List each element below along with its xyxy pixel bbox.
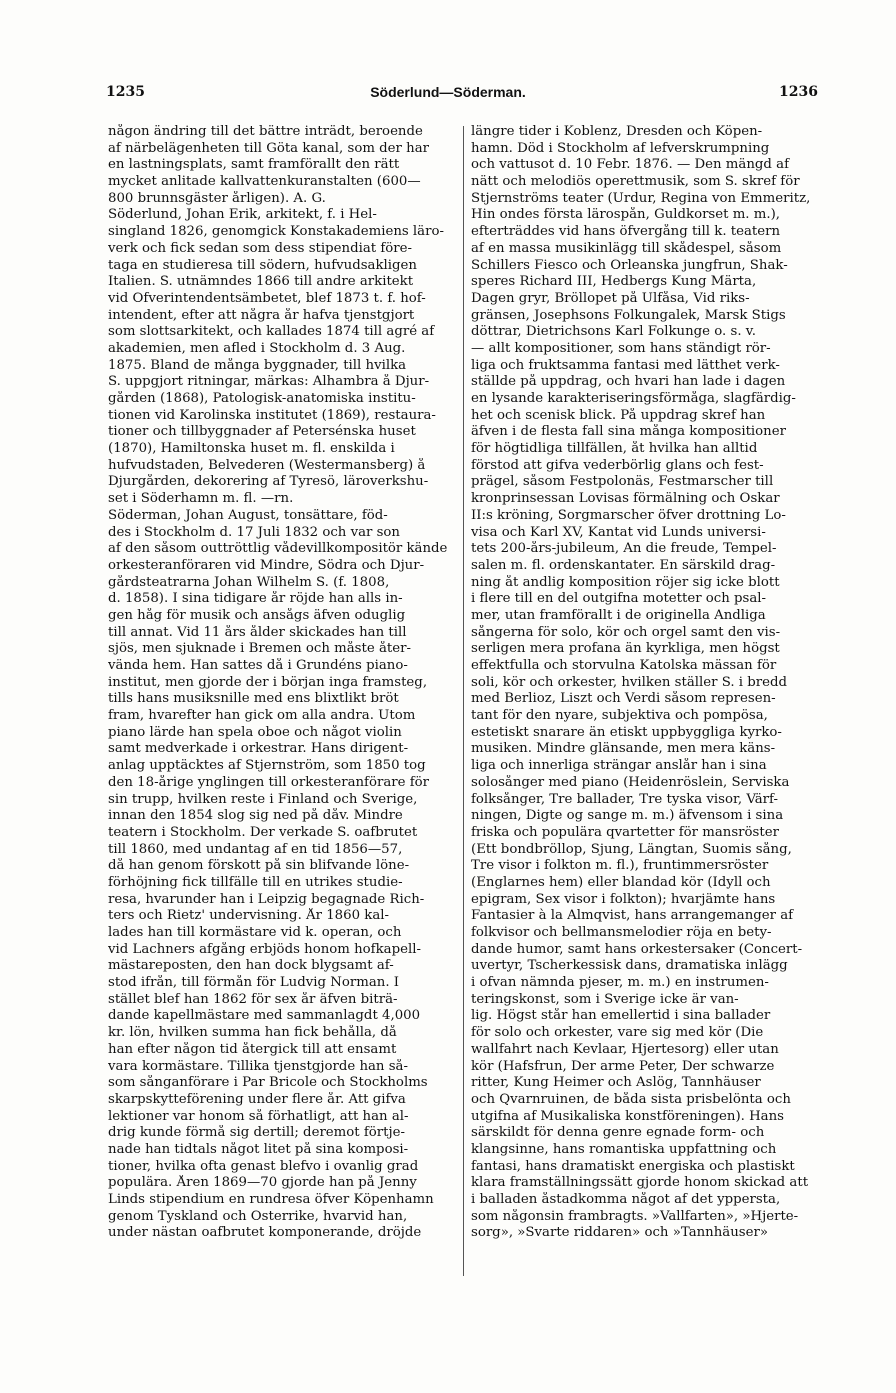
text-line: taga en studieresa till södern, hufvudsakligen [108,257,417,273]
text-line: soli, kör och orkester, hvilken ställer S. i bredd [471,674,788,690]
text-line: han efter någon tid återgick till att ensamt [108,1041,397,1057]
text-line: Dagen gryr, Bröllopet på Ulfåsa, Vid riks- [471,290,750,306]
text-line: döttrar, Dietrichsons Karl Folkunge o. s. v. [471,324,756,340]
text-line: sin trupp, hvilken reste i Finland och Sverige, [108,791,418,807]
text-line: effektfulla och storvulna Katolska mässan för [471,658,777,673]
text-line: ters och Rietz' undervisning. År 1860 kal- [108,908,390,924]
text-line: Djurgården, dekorering af Tyresö, läroverkshu- [108,474,429,490]
text-line: Tre visor i folkton m. fl.), fruntimmersröster [471,858,769,874]
text-line: folkvisor och bellmansmelodier röja en bety- [471,925,772,940]
text-line: lektioner var honom så förhatligt, att han al- [108,1108,409,1124]
text-line: i balladen åstadkomma något af det yppersta, [471,1192,781,1207]
text-line: efterträddes vid hans öfvergång till k. teatern [471,224,781,240]
text-line: för solo och orkester, vare sig med kör (Die [471,1025,764,1041]
text-line: (Ett bondbröllop, Sjung, Längtan, Suomis sång, [471,841,792,857]
text-line: af en massa musikinlägg till skådespel, såsom [471,240,782,256]
text-line: kr. lön, hvilken summa han fick behålla, då [108,1025,397,1041]
right-column [471,124,816,1242]
text-line: Fantasier à la Almqvist, hans arrangemanger af [471,908,794,924]
text-line: Schillers Fiesco och Orleanska jungfrun, Shak- [471,257,788,273]
text-line: mycket anlitade kallvattenkuranstalten (600— [108,174,421,190]
text-line: (1870), Hamiltonska huset m. fl. enskilda i [108,441,395,457]
text-line: uvertyr, Tscherkessisk dans, dramatiska inlägg [471,958,788,974]
text-line: under nästan oafbrutet komponerande, dröjde [108,1225,422,1241]
text-line: piano lärde han spela oboe och något violin [108,724,402,740]
text-line: S. uppgjort ritningar, märkas: Alhambra å Djur- [108,374,430,390]
column-divider [463,126,464,1276]
text-line: kör (Hafsfrun, Der arme Peter, Der schwarze [471,1058,775,1074]
text-line: d. 1858). I sina tidigare år röjde han alls in- [108,591,403,607]
text-line: en lastningsplats, samt framförallt den rätt [108,157,400,173]
text-line: (Englarnes hem) eller blandad kör (Idyll och [471,874,771,890]
running-head: Söderlund—Söderman. [370,84,526,100]
text-line: utgifna af Musikaliska konstföreningen). Hans [471,1108,784,1124]
text-line: Hin ondes första lärospån, Guldkorset m. m.), [471,207,781,223]
text-line: fantasi, hans dramatiskt energiska och plastiskt [471,1158,795,1174]
text-line: lig. Högst står han emellertid i sina ballader [471,1008,771,1024]
text-line: någon ändring till det bättre inträdt, beroende [108,124,423,139]
text-line: — allt kompositioner, som hans ständigt rör- [471,340,771,356]
text-line: som sånganförare i Par Bricole och Stockholms [108,1075,428,1091]
text-line: Linds stipendium en rundresa öfver Köpenhamn [108,1192,434,1207]
text-line: tionen vid Karolinska institutet (1869), restaura- [108,407,436,423]
text-line: till annat. Vid 11 års ålder skickades han till [108,624,407,640]
text-line: salen m. fl. ordenskantater. En särskild drag- [471,557,776,573]
text-line: musiken. Mindre glänsande, men mera käns- [471,741,776,757]
text-line: Söderlund, Johan Erik, arkitekt, f. i Hel- [108,207,377,223]
text-line: populära. Åren 1869—70 gjorde han på Jenny [108,1175,417,1191]
text-line: teringskonst, som i Sverige icke är van- [471,991,739,1007]
text-line: af närbelägenheten till Göta kanal, som der har [108,140,429,156]
text-line: stället blef han 1862 för sex år äfven biträ- [108,991,398,1007]
text-line: resa, hvarunder han i Leipzig begagnade Rich- [108,891,425,907]
text-line: i flere till en del outgifna motetter och psal- [471,591,767,607]
text-line: hufvudstaden, Belvederen (Westermansberg) å [108,457,426,473]
text-line: akademien, men afled i Stockholm d. 3 Aug. [108,340,406,356]
text-line: i ofvan nämnda pjeser, m. m.) en instrumen- [471,975,769,991]
text-line: orkesteranföraren vid Mindre, Södra och Djur- [108,557,425,573]
text-line: gårdsteatrarna Johan Wilhelm S. (f. 1808, [108,574,390,590]
text-line: dande humor, samt hans orkestersaker (Concert- [471,941,803,957]
text-line: intendent, efter att några år hafva tjenstgjort [108,307,415,323]
text-line: och vattusot d. 10 Febr. 1876. — Den mängd af [471,157,790,173]
text-line: wallfahrt nach Kevlaar, Hjertesorg) eller utan [471,1041,779,1057]
text-line: singland 1826, genomgick Konstakademiens läro- [108,224,444,240]
text-line: sorg», »Svarte riddaren» och »Tannhäuser» [471,1225,768,1241]
text-line: för högtidliga tillfällen, åt hvilka han alltid [471,441,758,457]
text-line: till 1860, med undantag af en tid 1856—57, [108,841,403,857]
text-line: dande kapellmästare med sammanlagdt 4,000 [108,1008,421,1024]
text-line: en lysande karakteriseringsförmåga, slagfärdig- [471,391,796,406]
text-line: ritter, Kung Heimer och Aslög, Tannhäuser [471,1075,761,1091]
text-line: då han genom förskott på sin blifvande löne- [108,858,410,874]
text-line: af den såsom outtröttlig vådevillkompositör kände [108,541,448,557]
text-line: serligen mera profana än kyrkliga, men högst [471,641,780,657]
text-line: stod ifrån, till förmån för Ludvig Norman. I [108,975,400,991]
text-line: drig kunde förmå sig dertill; deremot förtje- [108,1125,405,1141]
text-line: anlag upptäcktes af Stjernström, som 1850 tog [108,758,426,774]
text-line: äfven i de flesta fall sina många kompositioner [471,424,786,440]
text-line: friska och populära qvartetter för mansröster [471,824,779,840]
text-line: mer, utan framförallt i de originella Andliga [471,607,766,623]
text-line: gränsen, Josephsons Folkungalek, Marsk Stigs [471,307,786,323]
text-line: ning åt andlig komposition röjer sig icke blott [471,574,780,590]
text-line: längre tider i Koblenz, Dresden och Köpen- [471,124,763,139]
text-line: solosånger med piano (Heidenröslein, Serviska [471,774,790,790]
text-line: samt medverkade i orkestrar. Hans dirigent- [108,741,409,757]
text-line: nade han tidtals något litet på sina komposi- [108,1141,409,1157]
text-line: vända hem. Han sattes då i Grundéns piano- [108,658,408,673]
text-line: lades han till kormästare vid k. operan, och [108,925,402,940]
text-line: 1875. Bland de många byggnader, till hvilka [108,357,407,373]
text-line: sjös, men sjuknade i Bremen och måste åter- [108,641,411,657]
text-line: verk och fick sedan som dess stipendiat före- [108,240,412,256]
text-line: des i Stockholm d. 17 Juli 1832 och var son [108,524,400,540]
text-line: förhöjning fick tillfälle till en utrikes studie- [108,874,403,890]
text-line: förstod att gifva vederbörlig glans och fest- [471,457,764,473]
text-line: Stjernströms teater (Urdur, Regina von Emmeritz, [471,190,811,206]
text-line: innan den 1854 slog sig ned på dåv. Mindre [108,808,403,824]
text-line: liga och innerliga strängar anslår han i sina [471,758,767,774]
text-line: estetiskt snarare än etiskt uppbyggliga kyrko- [471,724,782,740]
text-line: Söderman, Johan August, tonsättare, föd- [108,507,388,523]
text-line: tant för den nyare, subjektiva och pompösa, [471,708,768,724]
page-number-left: 1235 [106,84,145,100]
text-line: vara kormästare. Tillika tjenstgjorde han så- [108,1058,408,1074]
text-line: och Qvarnruinen, de båda sista prisbelönta och [471,1091,791,1107]
text-line: visa och Karl XV, Kantat vid Lunds universi- [471,524,766,540]
text-line: tioner och tillbyggnader af Petersénska huset [108,424,416,440]
text-line: vid Lachners afgång erbjöds honom hofkapell- [108,941,421,957]
text-line: teatern i Stockholm. Der verkade S. oafbrutet [108,824,418,840]
text-line: kronprinsessan Lovisas förmälning och Oskar [471,491,780,507]
text-line: gården (1868), Patologisk-anatomiska institu- [108,391,416,406]
text-line: prägel, såsom Festpolonäs, Festmarscher till [471,474,774,490]
text-line: set i Söderhamn m. fl. —rn. [108,491,294,507]
text-line: folksånger, Tre ballader, Tre tyska visor, Värf- [471,791,778,807]
text-line: epigram, Sex visor i folkton); hvarjämte hans [471,891,776,907]
text-line: liga och fruktsamma fantasi med lätthet verk- [471,357,780,373]
text-line: ställde på uppdrag, och hvari han lade i dagen [471,374,786,390]
text-line: klara framställningssätt gjorde honom skickad att [471,1175,809,1191]
page-number-right: 1236 [779,84,818,100]
text-line: vid Öfverintendentsämbetet, blef 1873 t. f. hof- [108,290,426,306]
text-line: 800 brunnsgäster årligen). A. G. [108,190,326,206]
text-line: som slottsarkitekt, och kallades 1874 till agré af [108,324,435,340]
text-line: gen håg för musik och ansågs äfven oduglig [108,607,406,623]
text-line: speres Richard III, Hedbergs Kung Märta, [471,274,757,290]
left-column [108,124,453,1242]
text-line: den 18-årige ynglingen till orkesteranförare för [108,774,430,790]
text-line: ningen, Digte og sange m. m.) äfvensom i sina [471,808,784,824]
text-line: särskildt för denna genre egnade form- och [471,1125,765,1141]
text-line: med Berlioz, Liszt och Verdi såsom represen- [471,691,776,707]
text-line: sångerna för solo, kör och orgel samt den vis- [471,624,781,640]
text-line: II:s kröning, Sorgmarscher öfver drottning Lo- [471,507,786,523]
text-line: het och scenisk blick. På uppdrag skref han [471,407,766,423]
text-line: tioner, hvilka ofta genast blefvo i ovanlig grad [108,1158,419,1174]
text-line: genom Tyskland och Österrike, hvarvid han, [108,1208,408,1224]
text-line: nätt och melodiös operettmusik, som S. skref för [471,174,800,190]
text-line: mästareposten, den han dock blygsamt af- [108,958,394,974]
text-line: klangsinne, hans romantiska uppfattning och [471,1141,777,1157]
text-line: hamn. Död i Stockholm af lefverskrumpning [471,140,770,156]
text-line: skarpskytteförening under flere år. Att gifva [108,1091,406,1107]
text-line: fram, hvarefter han gick om alla andra. Utom [108,708,416,724]
text-line: Italien. S. utnämndes 1866 till andre arkitekt [108,274,414,290]
text-line: tills hans musiksnille med ens blixtlikt bröt [108,691,399,707]
text-line: tets 200-års-jubileum, An die freude, Tempel- [471,541,777,557]
text-line: institut, men gjorde der i början inga framsteg, [108,674,428,690]
text-line: som någonsin frambragts. »Vallfarten», »Hjerte- [471,1208,799,1224]
